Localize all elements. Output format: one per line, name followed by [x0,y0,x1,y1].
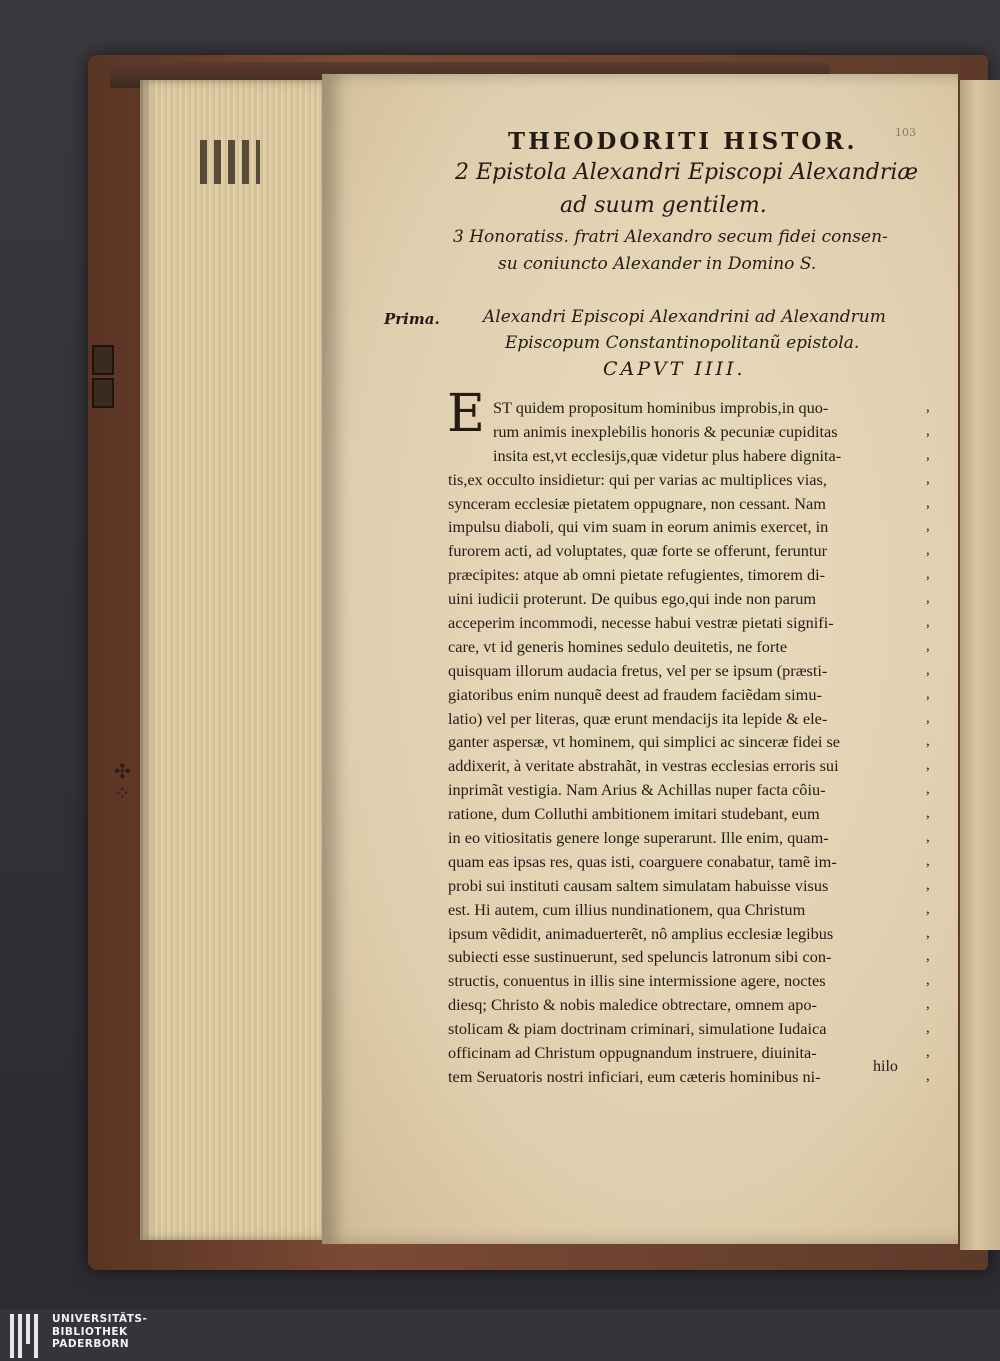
body-line: probi sui instituti causam saltem simulatam habuisse visus [448,875,829,895]
body-line: diesq; Christo & nobis maledice obtrectare, omnem apo- [448,995,817,1015]
quote-mark: , [926,590,930,607]
body-line: impulsu diaboli, qui vim suam in eorum animis exercet, in [448,517,829,537]
margin-quote-marks [926,396,938,1089]
running-title: THEODORITI HISTOR. [508,128,858,155]
quote-mark: , [926,1020,930,1037]
quote-mark: , [926,542,930,559]
quote-mark: , [926,781,930,798]
quote-mark: , [926,422,930,439]
body-line: ratione, dum Colluthi ambitionem imitari studebant, eum [448,804,820,824]
quote-mark: , [926,900,930,917]
body-line: in eo vitiositatis genere longe superarunt. Ille enim, quam- [448,828,829,848]
catchword: hilo [873,1058,898,1075]
quote-mark: , [926,685,930,702]
spine-label-mark [200,140,260,184]
body-line: est. Hi autem, cum illius nundinationem, qua Christum [448,899,806,919]
epistle-heading-1: Alexandri Episcopi Alexandrini ad Alexandrum [483,307,886,327]
title-line-3: 3 Honoratiss. fratri Alexandro secum fidei consen- [453,227,888,247]
quote-mark: , [926,470,930,487]
body-line: ST quidem propositum hominibus improbis,in quo- [493,398,829,417]
quote-mark: , [926,972,930,989]
body-line: care, vt id generis homines sedulo deuitetis, ne forte [448,636,788,656]
quote-mark: , [926,876,930,893]
body-line: quam eas ipsas res, quas isti, coarguere conabatur, tamẽ im- [448,851,837,871]
body-line: tem Seruatoris nostri inficiari, eum cæteris hominibus ni- [448,1066,821,1086]
body-line: furorem acti, ad voluptates, quæ forte se offerunt, feruntur [448,541,828,561]
body-line: tis,ex occulto insidietur: qui per varias ac multiplices vias, [448,469,827,489]
clasp-icon [92,345,114,375]
body-line: structis, conuentus in illis sine intermissione agere, noctes [448,971,826,991]
body-line: stolicam & piam doctrinam criminari, simulatione Iudaica [448,1019,827,1039]
library-logo-text [52,1313,147,1351]
body-line: inprimãt vestigia. Nam Arius & Achillas nuper facta côiu- [448,780,826,800]
body-line: insita est,vt ecclesijs,quæ videtur plus habere dignita- [493,445,842,465]
footer-bar [0,1310,1000,1361]
page-block-edges [140,80,324,1240]
body-line: quisquam illorum audacia fretus, vel per se ipsum (præsti- [448,660,828,680]
epistle-heading-2: Episcopum Constantinopolitanũ epistola. [505,333,860,353]
quote-mark: , [926,924,930,941]
quote-mark: , [926,948,930,965]
quote-mark: , [926,661,930,678]
body-line: latio) vel per literas, quæ erunt mendacijs ita lepide & ele- [448,708,828,728]
pencil-annotation: 103 [895,126,916,139]
quote-mark: , [926,1067,930,1084]
quote-mark: , [926,852,930,869]
quote-mark: , [926,614,930,631]
body-line: giatoribus enim nunquẽ deest ad fraudem faciẽdam simu- [448,684,822,704]
logo-line-1: UNIVERSITÄTS- [52,1313,148,1325]
body-text [448,396,918,1089]
quote-mark: , [926,494,930,511]
logo-line-2: BIBLIOTHEK [52,1325,128,1338]
quote-mark: , [926,757,930,774]
facing-page-edge [960,80,1000,1250]
title-line-4: su coniuncto Alexander in Domino S. [498,254,817,274]
quote-mark: , [926,733,930,750]
quote-mark: , [926,446,930,463]
body-line: subiecti esse sustinuerunt, sed speluncis latronum sibi con- [448,947,832,967]
quote-mark: , [926,399,930,415]
quote-mark: , [926,709,930,726]
ornament-icon: ✣ ⁘ [114,759,131,805]
clasp-icon [92,378,114,408]
body-line: addixerit, à veritate abstrahãt, in vestras ecclesias erroris sui [448,756,839,776]
quote-mark: , [926,566,930,583]
logo-line-3: PADERBORN [52,1338,130,1350]
drop-cap: E [447,384,485,444]
quote-mark: , [926,518,930,535]
chapter-heading: CAPVT IIII. [603,358,746,380]
quote-mark: , [926,1044,930,1061]
title-line-2: ad suum gentilem. [560,193,767,218]
body-line: synceram ecclesiæ pietatem oppugnare, non cessant. Nam [448,493,826,513]
body-line: præcipites: atque ab omni pietate refugientes, timorem di- [448,565,826,585]
quote-mark: , [926,996,930,1013]
quote-mark: , [926,637,930,654]
marginal-note: Prima. [384,310,440,328]
body-line: acceperim incommodi, necesse habui vestræ pietati signifi- [448,613,834,633]
library-logo-icon [8,1314,44,1358]
body-line: rum animis inexplebilis honoris & pecuniæ cupiditas [493,421,838,441]
quote-mark: , [926,829,930,846]
quote-mark: , [926,805,930,822]
title-line-1: 2 Epistola Alexandri Episcopi Alexandriæ [455,160,919,185]
body-line: officinam ad Christum oppugnandum instruere, diuinita- [448,1043,817,1063]
body-line: uini iudicii proterunt. De quibus ego,qui inde non parum [448,589,817,609]
body-line: ganter aspersæ, vt hominem, qui simplici ac sinceræ fidei se [448,732,841,752]
body-line: ipsum vẽdidit, animaduerterẽt, nô amplius ecclesiæ legibus [448,923,834,943]
